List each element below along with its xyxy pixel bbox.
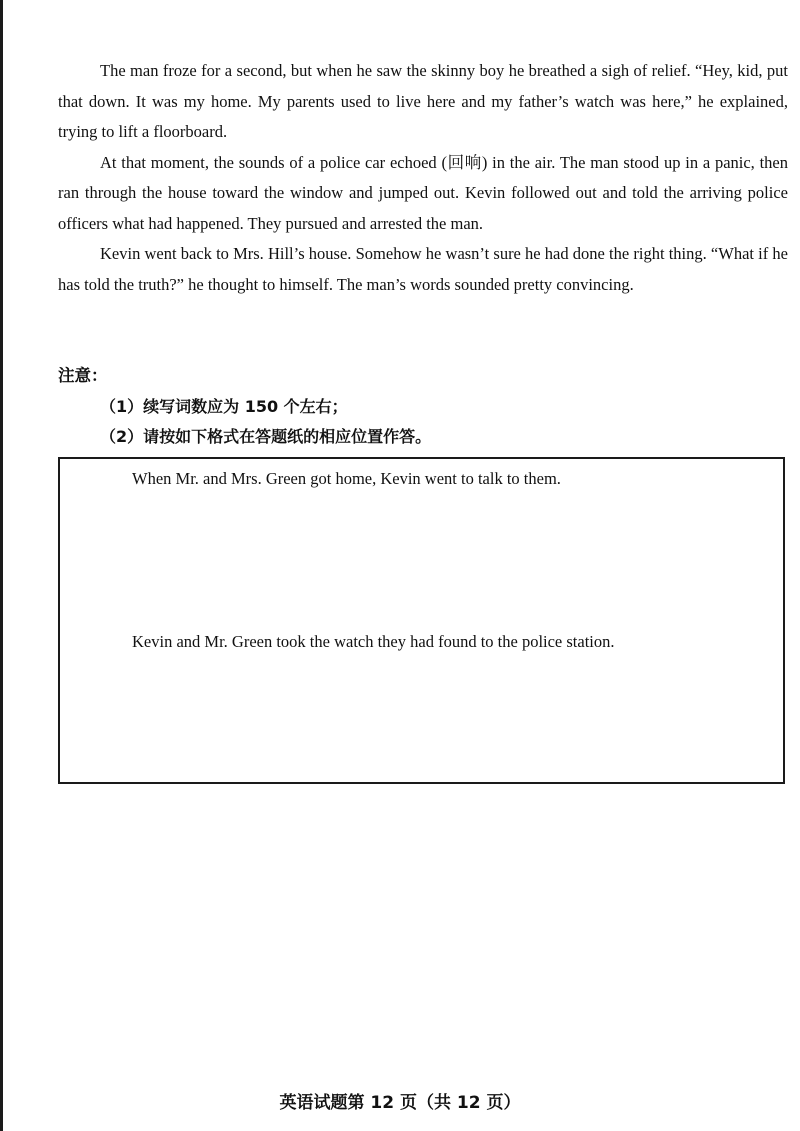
note-item-format: （2）请按如下格式在答题纸的相应位置作答。	[100, 427, 432, 446]
page-footer: 英语试题第 12 页（共 12 页）	[279, 1093, 521, 1113]
page-left-border	[0, 0, 3, 1131]
notes-heading: 注意：	[58, 366, 108, 385]
paragraph-opening-1: When Mr. and Mrs. Green got home, Kevin went to talk to them.	[132, 469, 561, 488]
answer-box	[58, 457, 785, 784]
note-item-word-count: （1）续写词数应为 150 个左右；	[100, 397, 348, 416]
story-passage	[58, 56, 788, 300]
passage-paragraph-1: The man froze for a second, but when he saw the skinny boy he breathed a sigh of relief. “Hey, kid, put that down. It was my home. My parents used to live here and my father’s watch was here,” he explained, trying to lift a floorboard.	[58, 61, 788, 141]
passage-paragraph-3: Kevin went back to Mrs. Hill’s house. Somehow he wasn’t sure he had done the right thing. “What if he has told the truth?” he thought to himself. The man’s words sounded pretty convincing.	[58, 244, 788, 294]
paragraph-opening-2: Kevin and Mr. Green took the watch they had found to the police station.	[132, 632, 615, 651]
passage-paragraph-2: At that moment, the sounds of a police car echoed (回响) in the air. The man stood up in a panic, then ran through the house toward the window and jumped out. Kevin followed out and told the arriving police officers what had happened. They pursued and arrested the man.	[58, 152, 788, 233]
